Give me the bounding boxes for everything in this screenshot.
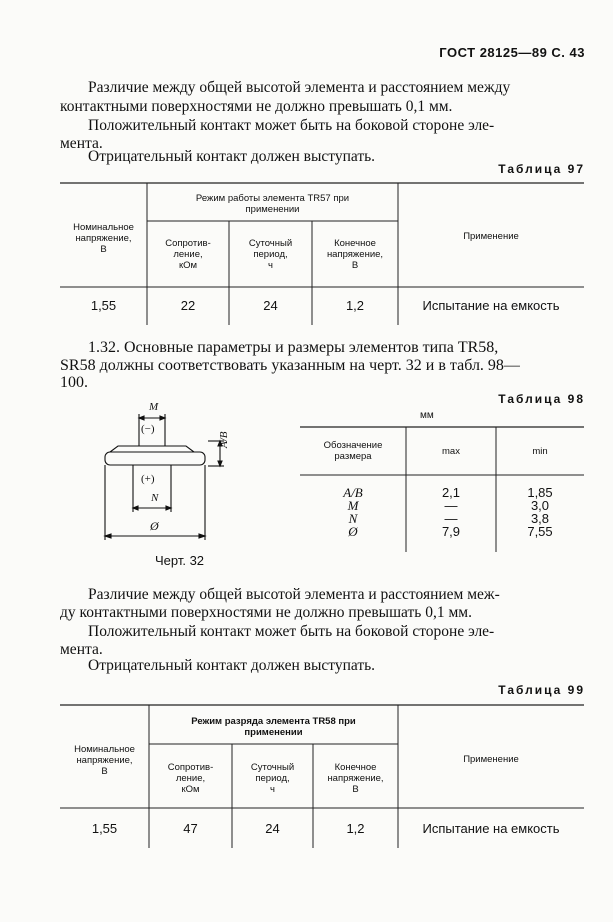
label-positive: (+): [141, 473, 155, 485]
table-row: M — 3,0: [347, 498, 550, 513]
col-period-header: Суточный период, ч: [248, 238, 293, 271]
table-98-unit: мм: [420, 410, 434, 421]
col-nominal-header: Номинальное напряжение, В: [73, 222, 134, 255]
col-resistance-header: Сопротив- ление, кОм: [165, 238, 211, 271]
table-row: A/B 2,1 1,85: [343, 485, 553, 500]
col-nominal-header: Номинальное напряжение, В: [74, 744, 135, 777]
paragraph-line: Отрицательный контакт должен выступать.: [88, 657, 376, 674]
figure-caption: Черт. 32: [155, 553, 205, 568]
table-cell: 47: [183, 821, 198, 836]
table-97-caption: Таблица 97: [498, 162, 585, 176]
table-row: N — 3,8: [348, 511, 550, 526]
dim-label-m: M: [149, 401, 159, 413]
paragraph-line: мента.: [60, 135, 103, 152]
paragraph-line: SR58 должны соответствовать указанным на черт. 32 и в табл. 98—: [60, 357, 520, 374]
col-final-voltage-header: Конечное напряжение, В: [327, 762, 384, 795]
paragraph-line: Отрицательный контакт должен выступать.: [88, 148, 376, 165]
paragraph-line: Различие между общей высотой элемента и расстоянием меж-: [88, 586, 500, 603]
col-period-header: Суточный период, ч: [250, 762, 295, 795]
paragraph-line: Положительный контакт может быть на боковой стороне эле-: [88, 117, 495, 134]
group-header: Режим разряда элемента TR58 при применении: [191, 716, 356, 738]
table-cell: Испытание на емкость: [422, 821, 560, 836]
paragraph-line: 1.32. Основные параметры и размеры элементов типа TR58,: [88, 339, 499, 356]
group-header: Режим работы элемента TR57 при применении: [195, 193, 350, 215]
table-cell: 24: [265, 821, 280, 836]
paragraph-line: Положительный контакт может быть на боковой стороне эле-: [88, 623, 495, 640]
dim-label-ab: A/B: [218, 431, 230, 448]
col-application-header: Применение: [463, 754, 519, 765]
table-cell: 1,55: [90, 298, 117, 313]
label-negative: (−): [141, 423, 155, 435]
col-max-header: max: [442, 446, 460, 457]
dim-label-diameter: Ø: [150, 519, 159, 533]
paragraph-line: ду контактными поверхностями не должно превышать 0,1 мм.: [60, 604, 472, 621]
col-name-header: Обозначение размера: [323, 440, 383, 462]
paragraph-line: контактными поверхностями не должно превышать 0,1 мм.: [60, 98, 453, 115]
table-cell: 1,55: [91, 821, 118, 836]
page-header: ГОСТ 28125—89 С. 43: [439, 45, 585, 60]
table-cell: 24: [263, 298, 278, 313]
col-final-voltage-header: Конечное напряжение, В: [326, 238, 384, 271]
col-min-header: min: [532, 446, 548, 457]
col-resistance-header: Сопротив- ление, кОм: [167, 762, 214, 795]
table-cell: 22: [180, 298, 196, 313]
paragraph-line: Различие между общей высотой элемента и расстоянием между: [88, 79, 511, 96]
table-98-caption: Таблица 98: [498, 392, 585, 406]
table-99-caption: Таблица 99: [498, 683, 585, 697]
table-cell: 1,2: [346, 821, 365, 836]
paragraph-line: 100.: [60, 374, 88, 391]
table-cell: 1,2: [345, 298, 365, 313]
table-row: Ø 7,9 7,55: [348, 524, 553, 539]
dim-label-n: N: [151, 492, 159, 504]
paragraph-line: мента.: [60, 641, 103, 658]
table-cell: Испытание на емкость: [422, 298, 560, 313]
col-application-header: Применение: [463, 231, 519, 242]
